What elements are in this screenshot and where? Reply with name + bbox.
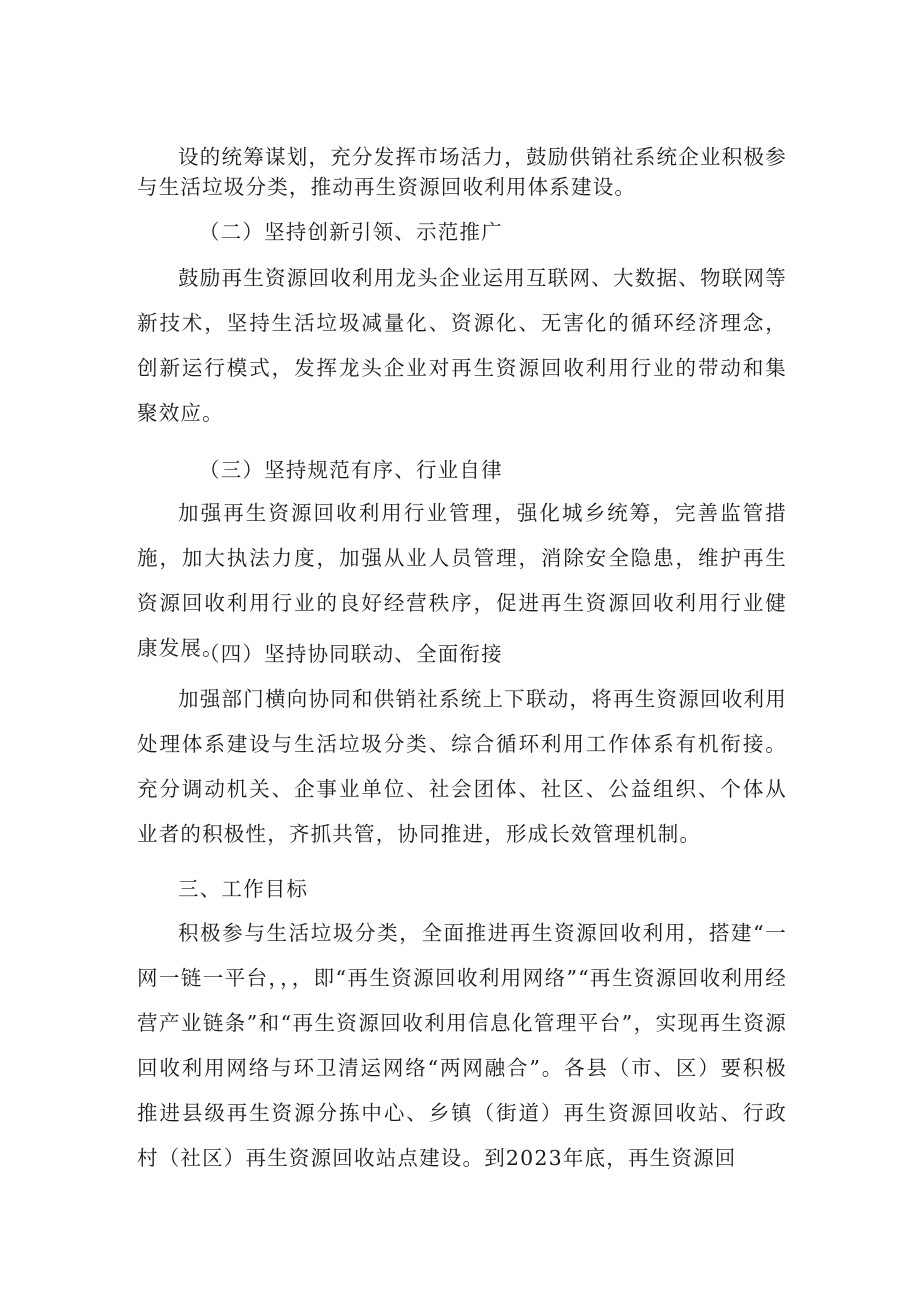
section-heading-innovation: （二）坚持创新引领、示范推广: [199, 220, 503, 244]
paragraph-regulation: 加强再生资源回收利用行业管理，强化城乡统筹，完善监管措施，加大执法力度，加强从业人员管理，消除安全隐患，维护再生资源回收利用行业的良好经营秩序，促进再生资源回收利用行业健康发展。: [137, 501, 787, 660]
paragraph-innovation: 鼓励再生资源回收利用龙头企业运用互联网、大数据、物联网等新技术，坚持生活垃圾减量化、资源化、无害化的循环经济理念，创新运行模式，发挥龙头企业对再生资源回收利用行业的带动和集聚效应。: [137, 266, 787, 425]
paragraph-intro-continuation: 设的统筹谋划，充分发挥市场活力，鼓励供销社系统企业积极参与生活垃圾分类，推动再生资源回收利用体系建设。: [137, 145, 787, 199]
section-heading-coordination: （四）坚持协同联动、全面衔接: [199, 642, 503, 666]
section-heading-work-goals: 三、工作目标: [178, 877, 309, 901]
section-heading-regulation: （三）坚持规范有序、行业自律: [199, 458, 503, 482]
paragraph-coordination: 加强部门横向协同和供销社系统上下联动，将再生资源回收利用处理体系建设与生活垃圾分类、综合循环利用工作体系有机衔接。充分调动机关、企事业单位、社会团体、社区、公益组织、个体从业者的积极性，齐抓共管，协同推进，形成长效管理机制。: [137, 687, 787, 846]
paragraph-work-goals: 积极参与生活垃圾分类，全面推进再生资源回收利用，搭建“一网一链一平台，，，即“再生资源回收利用网络”“再生资源回收利用经营产业链条”和“再生资源回收利用信息化管理平台”，实现再生资源回收利用网络与环卫清运网络“两网融合”。各县（市、区）要积极推进县级再生资源分拣中心、乡镇（街道）再生资源回收站、行政村（社区）再生资源回收站点建设。到2023年底，再生资源回: [137, 921, 787, 1170]
